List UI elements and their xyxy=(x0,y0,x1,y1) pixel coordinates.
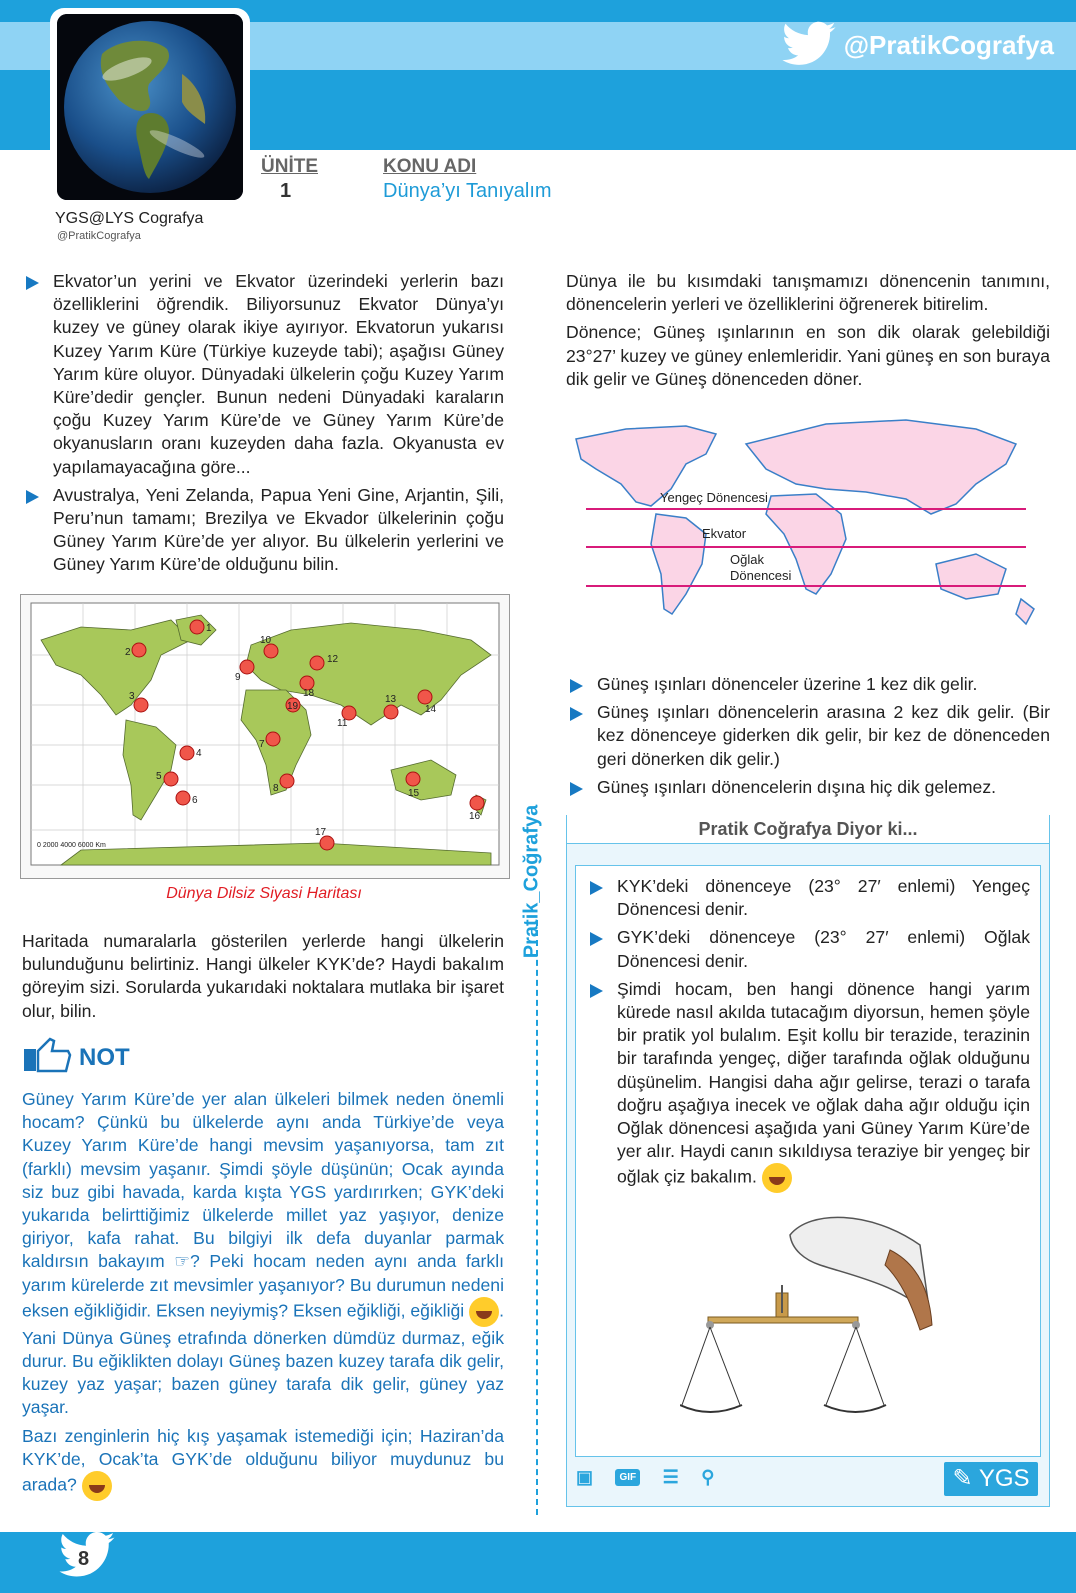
right-bullet-2: Güneş ışınları dönencelerin arasına 2 kez dik gelir. (Bir kez dönenceye giderken dik gelir, bir kez de dönenceden geri dönerken dik gelir.) xyxy=(566,701,1050,771)
right-intro xyxy=(566,270,1050,396)
marker-label: 7 xyxy=(259,739,265,750)
camera-icon[interactable]: ▣ xyxy=(576,1467,594,1487)
tweet-bullet-3-text: Şimdi hocam, ben hangi dönence hangi yarım kürede nasıl akılda tutacağım diyorsun, hemen şöyle bir pratik yol bulalım. Eşit kollu bir terazide, terazinin bir tarafında yengeç, diğer tarafında oğlak olduğunu düşünelim. Hangisi daha ağır gelirse, terazi o tarafa doğru aşağıya inecek ve oğlak daha ağır olduğu için Oğlak dönencesi aşağıda yani Güney Yarım Küre’de yer alır. Haydi canın sıkıldıysa teraziye bir yengeç bir oğlak çiz bakalım. xyxy=(617,978,1030,1188)
map-caption: Dünya Dilsiz Siyasi Haritası xyxy=(166,885,362,902)
note-paragraph-2 xyxy=(22,1425,504,1501)
marker-label: 18 xyxy=(303,688,315,699)
ygs-button-label: YGS xyxy=(978,1465,1030,1492)
footer-band xyxy=(0,1532,1076,1593)
note-text-2: Bazı zenginlerin hiç kış yaşamak istemediği için; Haziran’da KYK’de, Ocak’ta GYK’de olduğunu biliyor muydunuz bu arada? xyxy=(22,1425,504,1495)
balance-scale-image xyxy=(680,1205,940,1438)
marker-label: 9 xyxy=(235,672,241,683)
page-number: 8 xyxy=(78,1548,90,1570)
unit-label: ÜNİTE xyxy=(261,156,318,177)
marker-label: 13 xyxy=(385,694,397,705)
poll-icon[interactable]: ☰ xyxy=(662,1467,679,1487)
world-political-map xyxy=(20,594,510,879)
twitter-bird-icon xyxy=(778,16,840,74)
earth-globe-image xyxy=(57,14,243,200)
note-text-1: Güney Yarım Küre’de yer alan ülkeleri bilmek neden önemli hocam? Çünkü bu ülkelerde aynı anda Türkiye’de veya Kuzey Yarım Küre’de hangi mevsim yaşanıyorsa, tam zıt (farklı) mevsim yaşanır. Şimdi şöyle düşünün; Ocak ayında siz buz gibi havada, karda kışta YGS yardırırken; GYK’deki yukarıda belirttiğimiz ülkelerde millet yaz yaşıyor, denize giriyor, kafa rahat. Bu bilgiyi ilk defa duyanlar parmak kaldırsın bakayım ☞? Peki hocam neden aynı anda farklı yarım kürelerde zıt mevsimler yaşanıyor? Bu durumun nedeni eksen eğikliğidir. Eksen neyiymiş? Eksen eğikliği, eğikliği xyxy=(22,1089,504,1321)
left-bullet-1: Ekvator’un yerini ve Ekvator üzerindeki yerlerin bazı özelliklerini öğrendik. Biliyorsunuz Ekvator Dünya’yı kuzey ve güney olarak ikiye ayırıyor. Ekvatorun yukarısı Kuzey Yarım Küre (Türkiye kuzeyde tabi); aşağısı Güney Yarım küre oluyor. Dünyadaki ülkelerin çoğu Kuzey Yarım Küre’dedir gençler. Bunun nedeni Dünyadaki karaların çoğu Kuzey Yarım Küre’de ve Güney Yarım Küre’de okyanusların oranı kuzeyden daha fazla. Okyanusta ev yapılamayacağına göre... xyxy=(22,270,504,479)
right-intro-2: Dönence; Güneş ışınlarının en son dik olarak gelebildiği 23°27’ kuzey ve güney enlemleridir. Yani güneş en son buraya dik gelir ve Güneş dönenceden döner. xyxy=(566,322,1051,389)
right-intro-1: Dünya ile bu kısımdaki tanışmamızı dönencenin tanımını, dönencelerin yerleri ve özelliklerini öğrenerek bitirelim. xyxy=(566,271,1050,315)
column-divider xyxy=(536,920,538,1515)
note-paragraph-1 xyxy=(22,1088,504,1420)
marker-label: 10 xyxy=(260,635,272,646)
side-label: Pratik_Coğrafya xyxy=(520,804,543,959)
marker-label: 14 xyxy=(425,704,437,715)
header-handle[interactable]: @PratikCografya xyxy=(843,30,1054,60)
tweet-toolbar xyxy=(576,1467,732,1488)
topic-label: KONU ADI xyxy=(383,156,477,177)
marker-label: 6 xyxy=(192,795,198,806)
marker-label: 19 xyxy=(287,701,299,712)
pen-icon: ✎ xyxy=(952,1465,979,1492)
map-question xyxy=(22,930,504,1028)
location-pin-icon[interactable]: ⚲ xyxy=(701,1467,715,1487)
ygs-tweet-button[interactable] xyxy=(944,1462,1038,1496)
tweet-bullet-1: KYK’deki dönenceye (23° 27′ enlemi) Yengeç Dönencesi denir. xyxy=(586,875,1030,921)
marker-label: 4 xyxy=(196,748,202,759)
tweet-box-title: Pratik Coğrafya Diyor ki... xyxy=(567,815,1049,844)
marker-label: 12 xyxy=(327,654,339,665)
marker-label: 11 xyxy=(337,718,348,729)
laughing-emoji-icon xyxy=(469,1297,499,1327)
avatar[interactable] xyxy=(57,14,243,200)
ekvator-label: Ekvator xyxy=(702,526,747,541)
marker-label: 17 xyxy=(315,827,327,838)
note-text-1-end: . Yani Dünya Güneş etrafında dönerken dümdüz durmaz, eğik durur. Bu eğiklikten dolayı Güneş bazen kuzey tarafa dik gelir, kuzey yaz yaşar; bazen güney tarafa dik gelir, güney yaz yaşar. xyxy=(22,1300,504,1418)
map-scale: 0 2000 4000 6000 Km xyxy=(37,842,106,849)
right-bullet-1: Güneş ışınları dönenceler üzerine 1 kez dik gelir. xyxy=(566,673,1050,696)
oglak-label-1: Oğlak xyxy=(730,552,764,567)
note-body xyxy=(22,1088,504,1506)
tweet-bullet-2: GYK’deki dönenceye (23° 27′ enlemi) Oğlak Dönencesi denir. xyxy=(586,926,1030,972)
marker-label: 8 xyxy=(273,783,279,794)
marker-label: 1 xyxy=(206,623,212,634)
gif-button[interactable]: GIF xyxy=(615,1469,640,1486)
left-intro xyxy=(22,270,504,582)
marker-label: 2 xyxy=(125,647,131,658)
left-bullet-2: Avustralya, Yeni Zelanda, Papua Yeni Gine, Arjantin, Şili, Peru’nun tamamı; Brezilya ve Ekvador ülkelerinin çoğu Güney Yarım Küre’de yer alıyor. Bu ülkelerin yerlerini ve Güney Yarım Küre’de olduğunu bilin. xyxy=(22,484,504,577)
marker-label: 3 xyxy=(129,691,135,702)
thumbs-up-icon xyxy=(22,1037,74,1075)
marker-label: 15 xyxy=(408,788,420,799)
account-name[interactable]: YGS@LYS Cografya xyxy=(55,210,204,227)
account-handle[interactable]: @PratikCografya xyxy=(57,230,141,242)
world-map-svg xyxy=(21,595,509,878)
question-text: Haritada numaralarla gösterilen yerlerde hangi ülkelerin bulunduğunu belirtiniz. Hangi ülkeler KYK’de? Haydi bakalım göreyim sizi. Sorularda yukarıdaki noktalara mutlaka bir işaret olur, bilin. xyxy=(22,931,504,1021)
yengec-label: Yengeç Dönencesi xyxy=(660,490,768,505)
topic-name: Dünya’yı Tanıyalım xyxy=(383,180,552,202)
marker-label: 5 xyxy=(156,771,162,782)
laughing-emoji-icon xyxy=(82,1471,112,1501)
right-bullets xyxy=(566,673,1050,804)
note-label: NOT xyxy=(79,1044,130,1071)
tweet-bullet-3 xyxy=(586,978,1030,1194)
tweet-content xyxy=(586,875,1030,1198)
right-bullet-3: Güneş ışınları dönencelerin dışına hiç dik gelemez. xyxy=(566,776,1050,799)
oglak-label-2: Dönencesi xyxy=(730,568,792,583)
unit-number: 1 xyxy=(280,180,292,202)
tropics-map xyxy=(566,414,1052,662)
tropics-map-svg xyxy=(566,414,1052,662)
marker-label: 16 xyxy=(469,811,481,822)
laughing-emoji-icon xyxy=(762,1163,792,1193)
